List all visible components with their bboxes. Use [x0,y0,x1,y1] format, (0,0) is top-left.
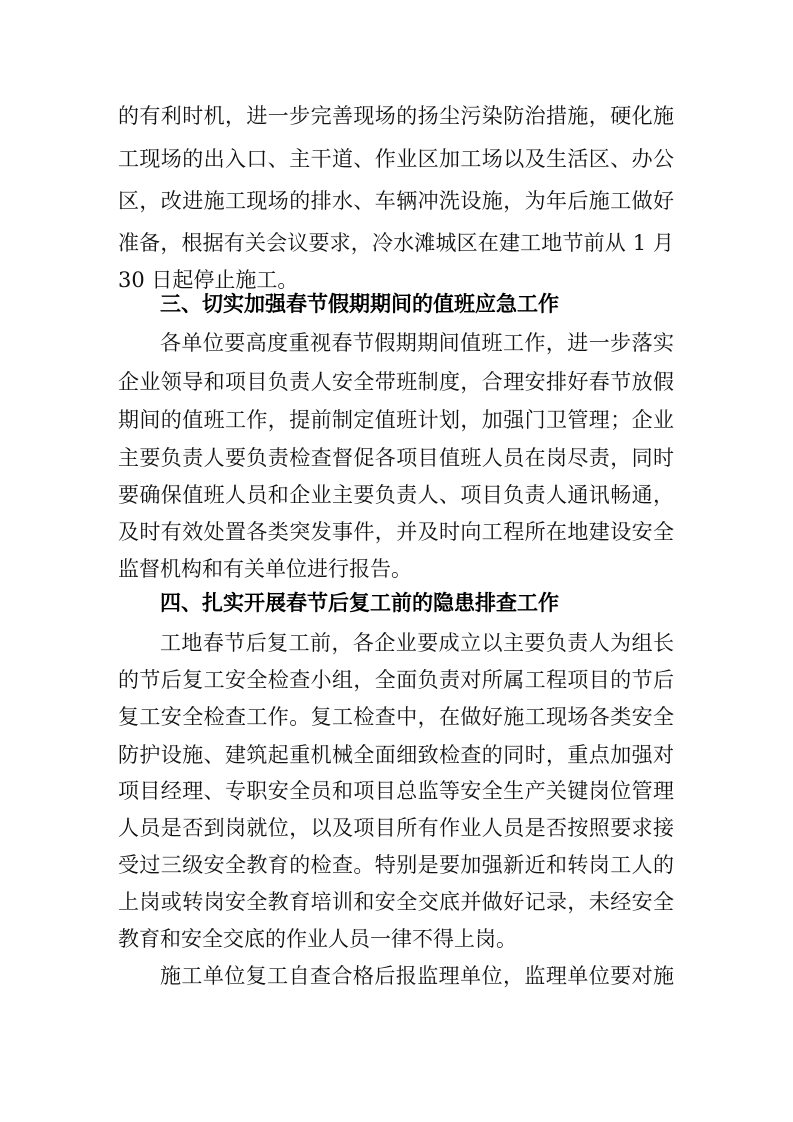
text-line: 主要负责人要负责检查督促各项目值班人员在岗尽责，同时 [118,446,674,470]
text-line: 企业领导和项目负责人安全带班制度，合理安排好春节放假 [118,370,674,394]
text-line: 防护设施、建筑起重机械全面细致检查的同时，重点加强对 [118,743,674,767]
section-heading-3: 三、切实加强春节假期期间的值班应急工作 [160,292,559,316]
text-line: 准备，根据有关会议要求，冷水滩城区在建工地节前从 1 月 [118,231,674,255]
text-line: 教育和安全交底的作业人员一律不得上岗。 [118,927,517,951]
section-heading-4: 四、扎实开展春节后复工前的隐患排查工作 [160,591,559,615]
text-line: 项目经理、专职安全员和项目总监等安全生产关键岗位管理 [118,779,674,803]
text-line: 复工安全检查工作。复工检查中，在做好施工现场各类安全 [118,705,674,729]
text-line: 受过三级安全教育的检查。特别是要加强新近和转岗工人的 [118,853,674,877]
text-line: 30 日起停止施工。 [118,268,299,292]
text-line: 区，改进施工现场的排水、车辆冲洗设施，为年后施工做好 [118,189,674,213]
text-line: 的有利时机，进一步完善现场的扬尘污染防治措施，硬化施 [118,104,674,128]
text-line: 期间的值班工作，提前制定值班计划，加强门卫管理；企业 [118,408,674,432]
text-line: 工现场的出入口、主干道、作业区加工场以及生活区、办公 [118,147,674,171]
text-line: 要确保值班人员和企业主要负责人、项目负责人通讯畅通， [118,483,674,507]
text-line: 及时有效处置各类突发事件，并及时向工程所在地建设安全 [118,520,674,544]
text-line: 上岗或转岗安全教育培训和安全交底并做好记录，未经安全 [118,890,674,914]
text-line: 工地春节后复工前，各企业要成立以主要负责人为组长 [160,631,674,655]
text-line: 各单位要高度重视春节假期期间值班工作，进一步落实 [160,331,674,355]
text-line: 施工单位复工自查合格后报监理单位，监理单位要对施 [160,964,674,988]
text-line: 监督机构和有关单位进行报告。 [118,557,412,581]
text-line: 人员是否到岗就位，以及项目所有作业人员是否按照要求接 [118,816,674,840]
text-line: 的节后复工安全检查小组，全面负责对所属工程项目的节后 [118,668,674,692]
